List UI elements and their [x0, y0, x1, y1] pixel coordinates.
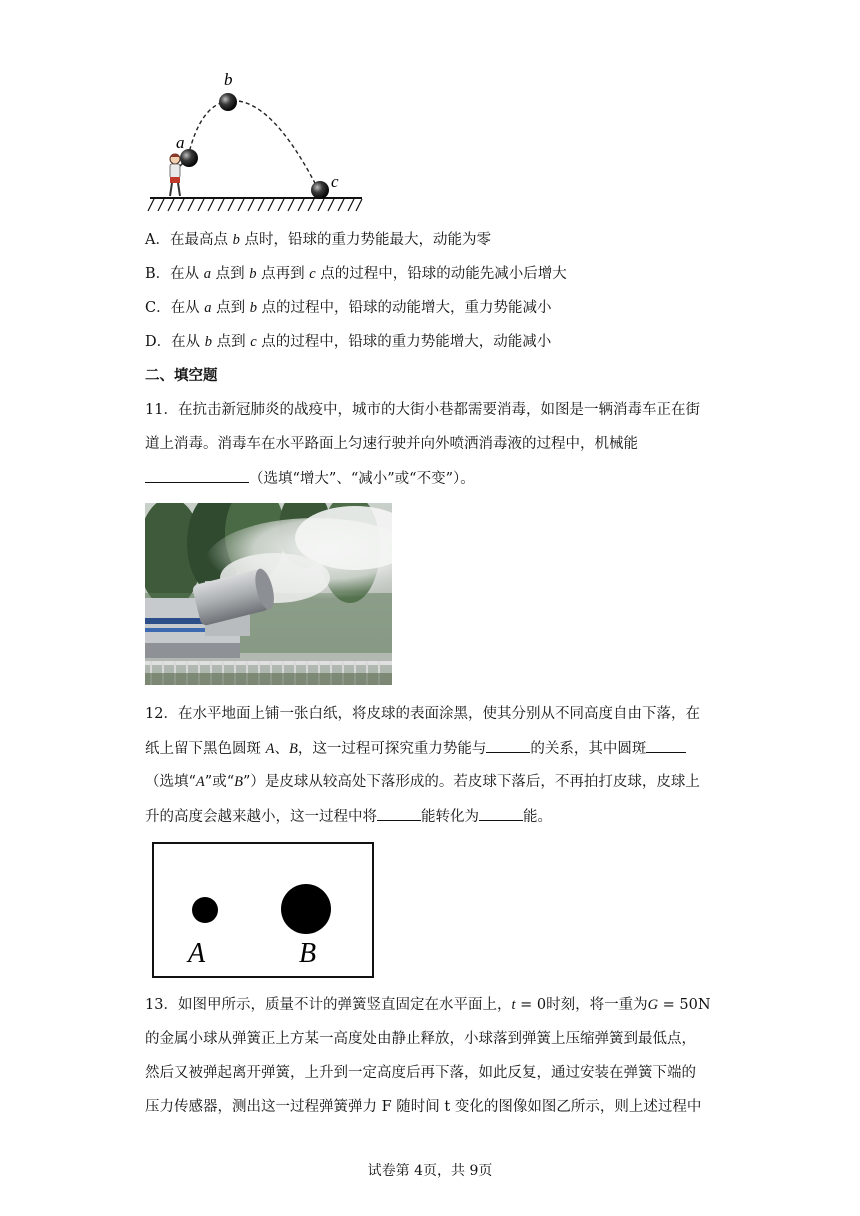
section-title: 二、填空题 — [145, 367, 218, 384]
q11-line-1: 11．在抗击新冠肺炎的战疫中，城市的大街小巷都需要消毒，如图是一辆消毒车正在街 — [145, 402, 700, 418]
option-c: C．在从 a 点到 b 点的过程中，铅球的动能增大，重力势能减小 — [145, 300, 552, 316]
spot-a — [192, 897, 218, 923]
label-a: a — [176, 133, 185, 152]
shotput-ball-c — [311, 181, 329, 199]
spot-b — [281, 884, 331, 934]
q12-blank-2[interactable] — [646, 738, 686, 753]
paper-frame — [153, 843, 373, 977]
ground-hatching — [148, 199, 362, 211]
q12-line-2: 纸上留下黑色圆斑 A、B，这一过程可探究重力势能与 的关系，其中圆斑 — [145, 738, 686, 759]
shotput-trajectory-figure — [140, 65, 380, 215]
q11-answer-blank[interactable] — [145, 468, 249, 483]
q13-line-4: 压力传感器，测出这一过程弹簧弹力 F 随时间 t 变化的图像如图乙所示，则上述过程中 — [145, 1099, 702, 1115]
option-a: A．在最高点 b 点时，铅球的重力势能最大，动能为零 — [145, 232, 491, 248]
option-b: B．在从 a 点到 b 点再到 c 点的过程中，铅球的动能先减小后增大 — [145, 266, 567, 282]
q13-line-3: 然后又被弹起离开弹簧，上升到一定高度后再下落，如此反复，通过安装在弹簧下端的 — [145, 1065, 696, 1081]
q12-line-3: （选填“A”或“B”）是皮球从较高处下落形成的。若皮球下落后，不再拍打皮球，皮球上 — [145, 774, 700, 790]
label-b: b — [224, 70, 233, 89]
paper-spots-figure — [152, 842, 376, 980]
label-c: c — [331, 172, 339, 191]
shotput-ball-b — [219, 93, 237, 111]
q13-line-1: 13．如图甲所示，质量不计的弹簧竖直固定在水平面上，t = 0时刻，将一重为G = 50N — [145, 997, 711, 1013]
q11-line-2: 道上消毒。消毒车在水平路面上匀速行驶并向外喷洒消毒液的过程中，机械能 — [145, 436, 638, 452]
q12-blank-3[interactable] — [377, 806, 421, 821]
option-d: D．在从 b 点到 c 点的过程中，铅球的重力势能增大，动能减小 — [145, 334, 552, 350]
page-footer: 试卷第 4页，共 9页 — [367, 1163, 493, 1179]
trajectory-curve — [188, 101, 318, 189]
label-spot-a: A — [188, 938, 206, 969]
q12-line-1: 12．在水平地面上铺一张白纸，将皮球的表面涂黑，使其分别从不同高度自由下落，在 — [145, 706, 700, 722]
disinfection-truck-photo — [145, 503, 392, 685]
q12-blank-4[interactable] — [479, 806, 523, 821]
q11-line-3: （选填“增大”、“减小”或“不变”）。 — [145, 468, 475, 489]
q12-line-4: 升的高度会越来越小，这一过程中将 能转化为 能。 — [145, 806, 552, 827]
q13-line-2: 的金属小球从弹簧正上方某一高度处由静止释放，小球落到弹簧上压缩弹簧到最低点， — [145, 1031, 696, 1047]
label-spot-b: B — [299, 938, 317, 969]
q12-blank-1[interactable] — [486, 738, 530, 753]
